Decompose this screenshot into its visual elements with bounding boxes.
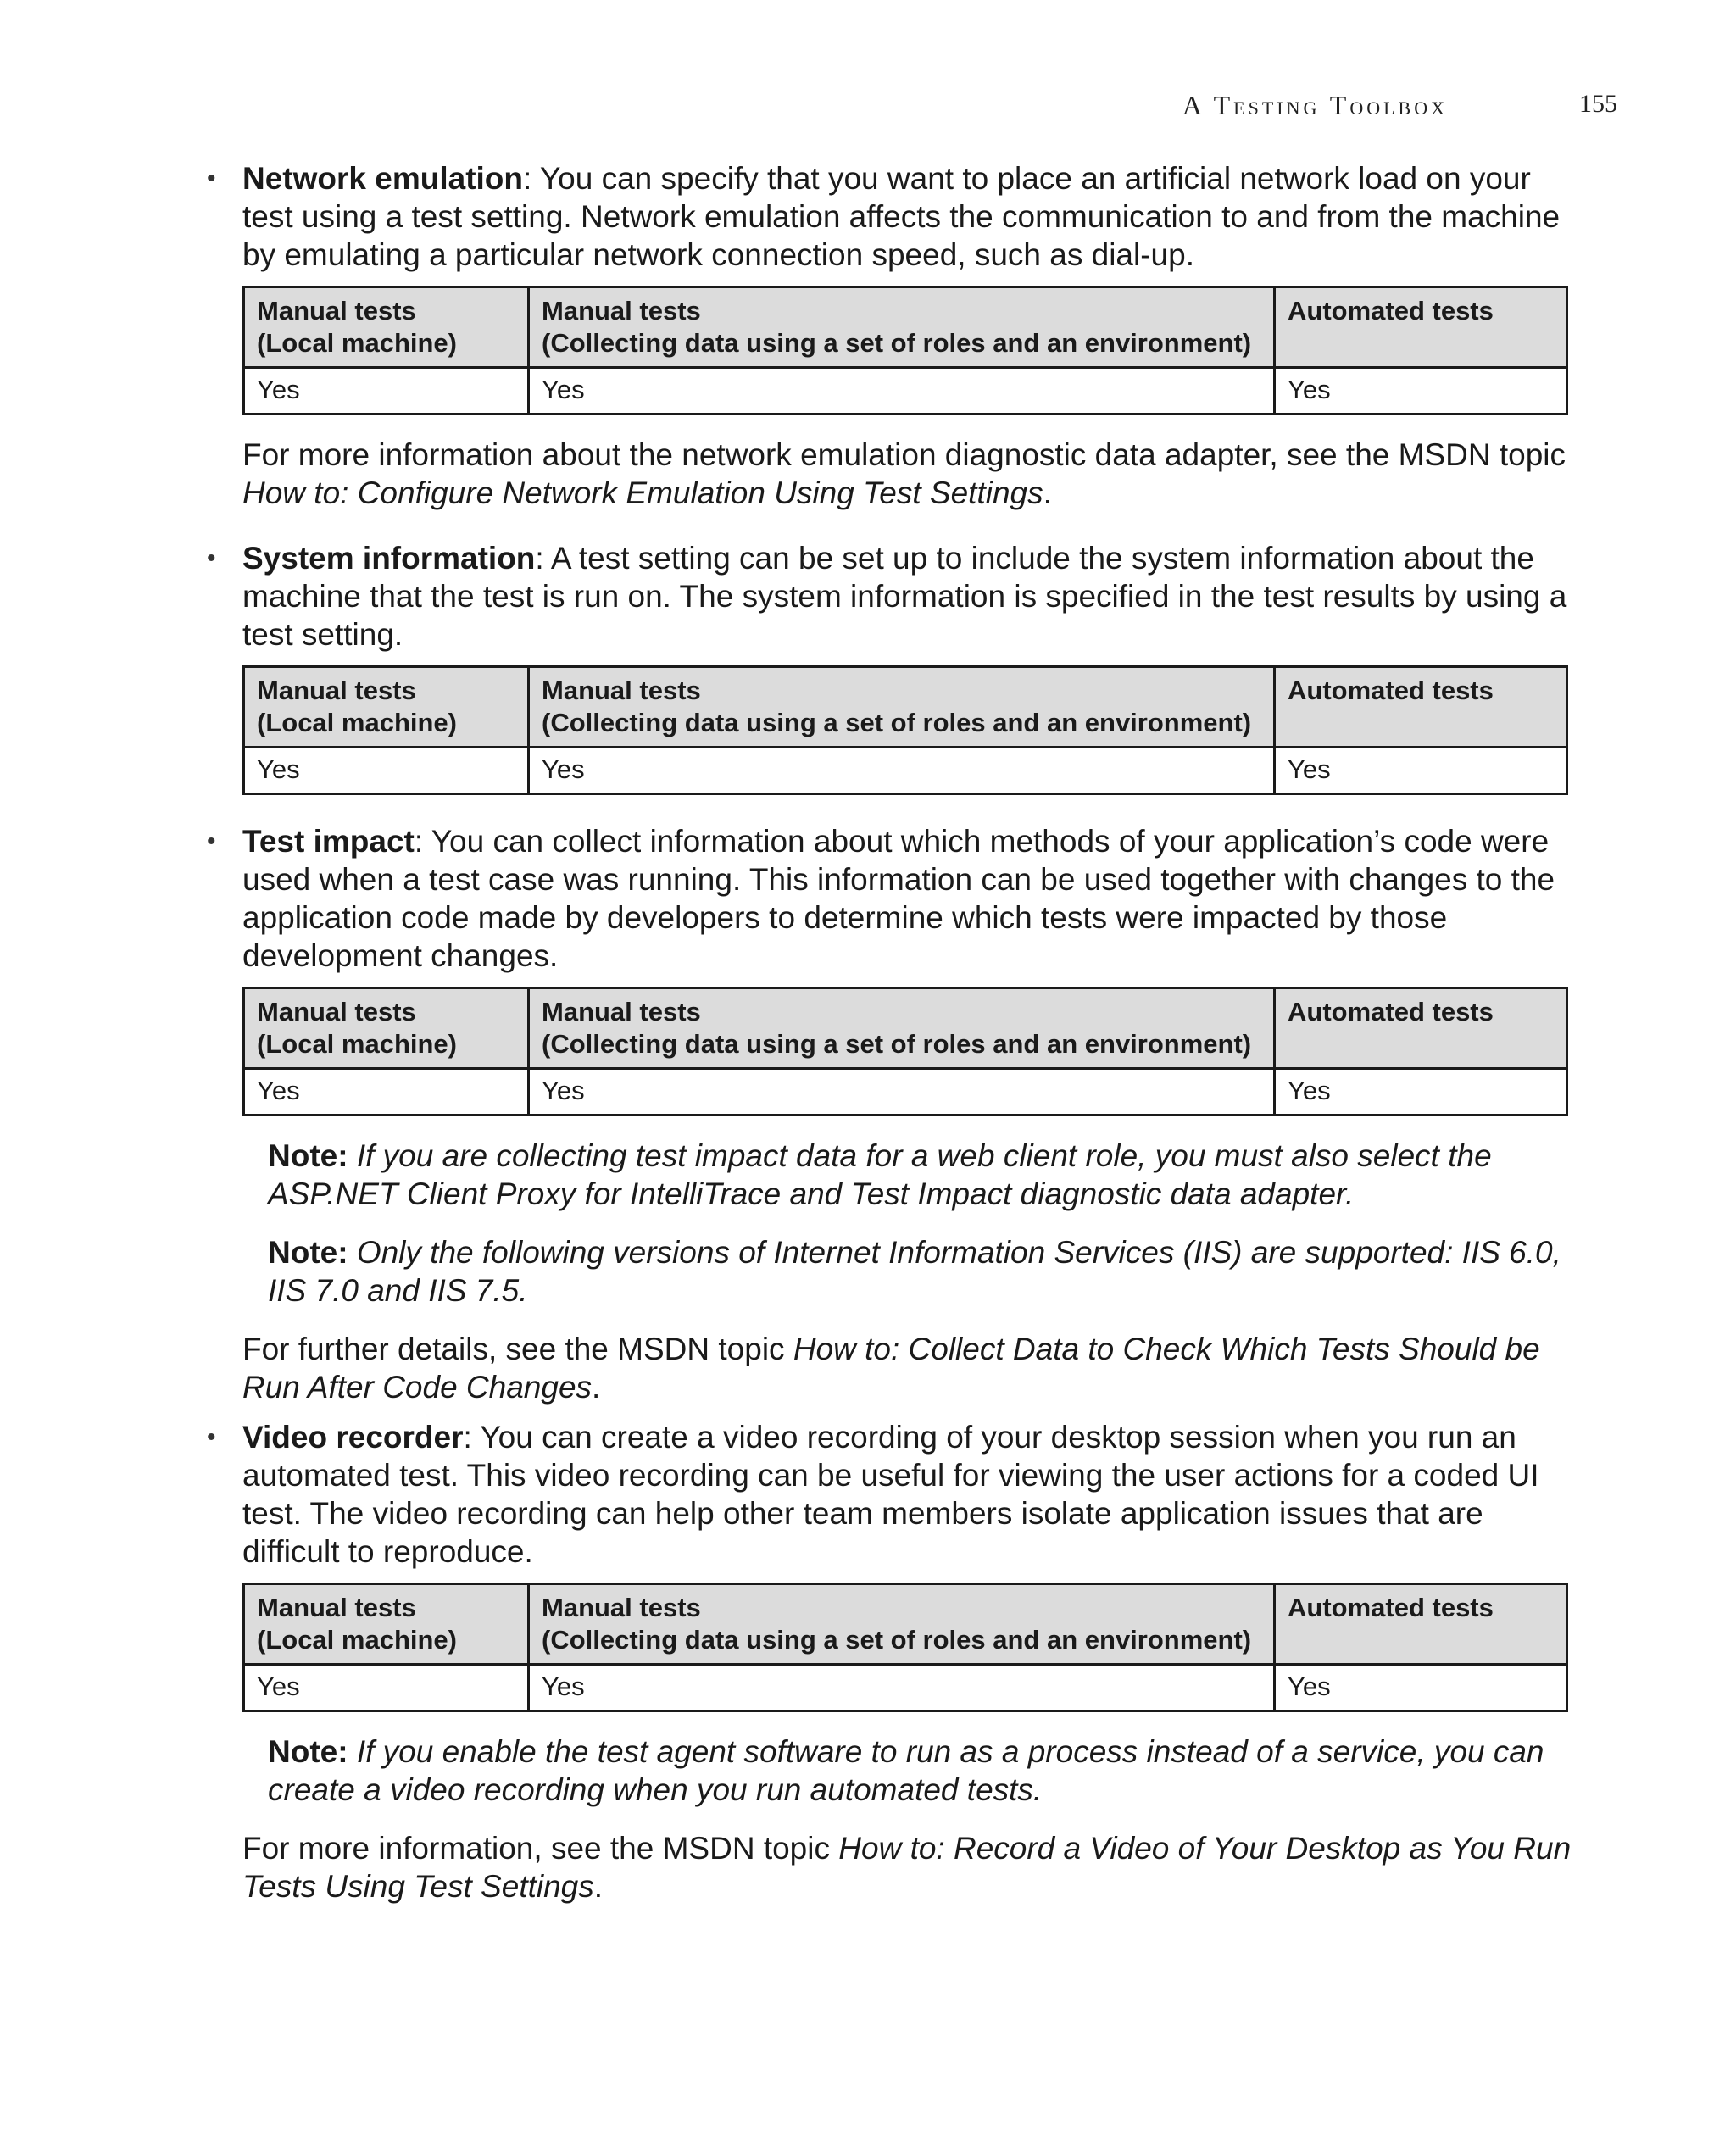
header-cell-automated: Automated tests [1275,287,1567,368]
item-paragraph [242,159,1572,274]
item-text: : You can specify that you want to place an artificial network load on your test using a test setting. Network emulation affects the communication to and from the machine by emulating a particular network connection speed, such as dial-up. [242,161,1561,272]
item-paragraph [242,539,1572,654]
follow-up-paragraph: For further details, see the MSDN topic How to: Collect Data to Check Which Tests Should be Run After Code Changes. [242,1332,1540,1405]
header-cell-manual-roles: Manual tests (Collecting data using a set of roles and an environment) [529,1584,1275,1665]
item-term: System information [242,541,536,576]
header-cell-automated: Automated tests [1275,667,1567,748]
table-cell: Yes [529,1069,1275,1115]
support-table-network-emulation [242,286,1568,415]
note-paragraph [268,1137,1573,1213]
table-cell: Yes [1275,368,1567,414]
note-text: If you are collecting test impact data for a web client role, you must also select the ASP.NET Client Proxy for IntelliTrace and Test Impact diagnostic data adapter. [268,1138,1492,1211]
support-table-system-information [242,665,1568,795]
item-paragraph [242,1418,1572,1571]
header-cell-manual-local: Manual tests (Local machine) [244,1584,529,1665]
bullet-icon: • [207,827,216,855]
follow-up-paragraph: For more information about the network emulation diagnostic data adapter, see the MSDN topic How to: Configure Network Emulation Using Test Settings. [242,437,1566,510]
item-paragraph [242,822,1572,975]
running-header-title: A Testing Toolbox [1182,90,1448,120]
item-text: : You can collect information about which methods of your application’s code were used when a test case was running. This information can be used together with changes to the application code made by developers to determine which tests were impacted by those development changes. [242,824,1555,973]
msdn-topic-title: How to: Collect Data to Check Which Tests Should be Run After Code Changes [242,1332,1540,1405]
note-text: Only the following versions of Internet Information Services (IIS) are supported: IIS 6.0, IIS 7.0 and IIS 7.5. [268,1235,1561,1308]
table-cell: Yes [244,1069,529,1115]
header-cell-manual-local: Manual tests (Local machine) [244,667,529,748]
bullet-icon: • [207,1423,216,1451]
follow-up-paragraph: For more information, see the MSDN topic How to: Record a Video of Your Desktop as You Run Tests Using Test Settings. [242,1831,1572,1904]
note-text: If you enable the test agent software to run as a process instead of a service, you can create a video recording when you run automated tests. [268,1734,1544,1807]
table-header-row [244,287,1567,368]
item-text: : A test setting can be set up to include the system information about the machine that the test is run on. The system information is specified in the test results by using a test setting. [242,541,1567,652]
header-cell-automated: Automated tests [1275,1584,1567,1665]
bullet-icon: • [207,164,216,192]
note-label: Note: [268,1138,348,1173]
note-paragraph [268,1733,1573,1809]
table-header-row [244,1584,1567,1665]
note-label: Note: [268,1235,348,1270]
item-text: : You can create a video recording of your desktop session when you run an automated test. This video recording can be useful for viewing the user actions for a coded UI test. The video recording can help other team members isolate application issues that are difficult to reproduce. [242,1420,1539,1569]
table-cell: Yes [1275,748,1567,794]
msdn-topic-title: How to: Record a Video of Your Desktop as You Run Tests Using Test Settings [242,1831,1572,1904]
table-cell: Yes [1275,1665,1567,1711]
bullet-item-system-information [207,539,1572,654]
table-cell: Yes [529,368,1275,414]
table-cell: Yes [1275,1069,1567,1115]
table-row [244,1069,1567,1115]
table-header-row [244,988,1567,1069]
header-cell-manual-roles: Manual tests (Collecting data using a set of roles and an environment) [529,988,1275,1069]
page-number: 155 [1579,90,1617,118]
header-cell-automated: Automated tests [1275,988,1567,1069]
table-cell: Yes [529,748,1275,794]
table-row [244,1665,1567,1711]
item-term: Test impact [242,824,415,859]
support-table-video-recorder [242,1583,1568,1712]
item-term: Network emulation [242,161,523,196]
msdn-topic-title: How to: Configure Network Emulation Using Test Settings [242,476,1043,510]
note-paragraph [268,1233,1573,1310]
bullet-icon: • [207,544,216,572]
table-cell: Yes [244,1665,529,1711]
header-cell-manual-local: Manual tests (Local machine) [244,988,529,1069]
table-row [244,748,1567,794]
item-term: Video recorder [242,1420,464,1455]
table-row [244,368,1567,414]
page-header [0,90,1736,124]
bullet-item-network-emulation [207,159,1572,274]
bullet-item-test-impact [207,822,1572,975]
bullet-item-video-recorder [207,1418,1572,1571]
header-cell-manual-roles: Manual tests (Collecting data using a set of roles and an environment) [529,667,1275,748]
table-cell: Yes [244,748,529,794]
header-cell-manual-local: Manual tests (Local machine) [244,287,529,368]
header-cell-manual-roles: Manual tests (Collecting data using a set of roles and an environment) [529,287,1275,368]
page-content [207,159,1572,1905]
note-label: Note: [268,1734,348,1769]
table-header-row [244,667,1567,748]
table-cell: Yes [244,368,529,414]
table-cell: Yes [529,1665,1275,1711]
support-table-test-impact [242,987,1568,1116]
